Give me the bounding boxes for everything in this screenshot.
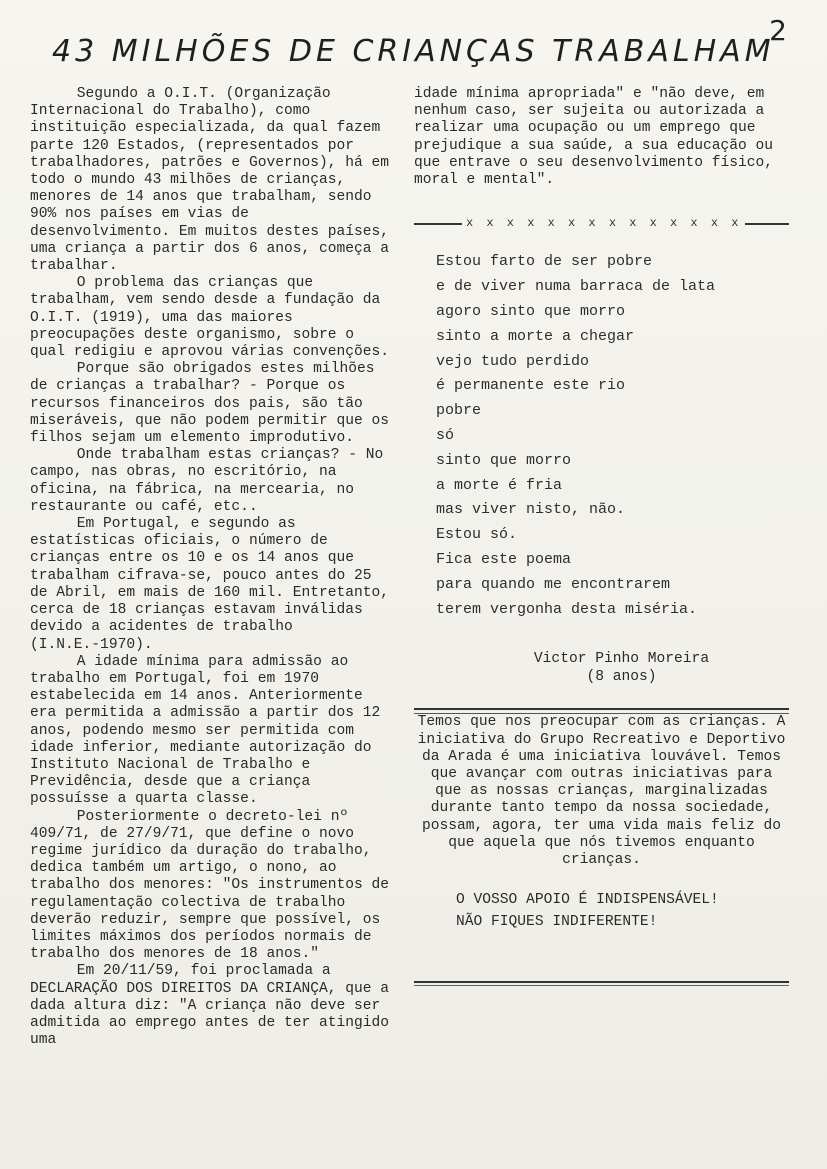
poem-line: é permanente este rio	[436, 377, 626, 395]
appeal	[414, 889, 789, 933]
article-headline: 43 MILHÕES DE CRIANÇAS TRABALHAM	[52, 34, 775, 69]
poem-line: só	[436, 427, 455, 444]
poem-line: Estou farto de ser pobre	[436, 253, 653, 271]
poem-signature	[414, 650, 789, 686]
poem-author-age: (8 anos)	[586, 669, 657, 686]
paragraph: Segundo a O.I.T. (Organização Internacional do Trabalho), como instituição especializada, da qual fazem parte 120 Estados, (representados por trabalhadores, patrões e Governos), há em todo o mundo 43 milhões de crianças, menores de 14 anos que trabalham, sendo 90% nos países em vias de desenvolvimento. Em muitos destes países, uma criança a partir dos 6 anos, começa a trabalhar.	[30, 86, 390, 275]
appeal-line: O VOSSO APOIO É INDISPENSÁVEL!	[456, 892, 719, 909]
closing-paragraph: Temos que nos preocupar com as crianças. A iniciativa do Grupo Recreativo e Deportivo da Arada é uma iniciativa louvável. Temos que avançar com outras iniciativas para que as nossas crianças, marginalizadas durante tanto tempo da nossa sociedade, possam, agora, ter uma vida mais feliz do que aquela que nós tivemos enquanto crianças.	[417, 714, 786, 868]
left-column	[30, 86, 390, 1049]
poem-line: e de viver numa barraca de lata	[436, 278, 716, 296]
paragraph: Em 20/11/59, foi proclamada a DECLARAÇÃO DOS DIREITOS DA CRIANÇA, que a dada altura diz: "A criança não deve ser admitida ao emprego antes de ter atingido uma	[30, 963, 390, 1049]
poem-line: agoro sinto que morro	[436, 303, 626, 321]
poem-line: para quando me encontrarem	[436, 575, 671, 593]
continuation-paragraph: idade mínima apropriada" e "não deve, em nenhum caso, ser sujeita ou autorizada a realizar uma ocupação ou um emprego que prejudique a sua saúde, a sua educação ou que entrave o seu desenvolvimento físico, moral e mental".	[414, 86, 774, 189]
paragraph: Onde trabalham estas crianças? - No campo, nas obras, no escritório, na oficina, na fábrica, na mercearia, no restaurante ou café, etc..	[30, 447, 384, 515]
x-separator	[414, 215, 789, 232]
poem-line: pobre	[436, 402, 482, 420]
separator-marks: x x x x x x x x x x x x x x	[466, 216, 742, 231]
poem-line: a morte é fria	[436, 476, 563, 494]
poem-line: vejo tudo perdido	[436, 352, 590, 370]
separator-line	[414, 223, 462, 225]
paragraph: Porque são obrigados estes milhões de crianças a trabalhar? - Porque os recursos financeiros dos pais, são tão miseráveis, que não podem permitir que os filhos sejam um elemento improdutivo.	[30, 361, 390, 447]
paragraph: Em Portugal, e segundo as estatísticas oficiais, o número de crianças entre os 10 e os 14 anos que trabalham cifrava-se, pouco antes do 25 de Abril, em mais de 160 mil. Entretanto, cerca de 18 crianças estavam inválidas devido a acidentes de trabalho (I.N.E.-1970).	[30, 516, 390, 653]
bottom-divider	[414, 981, 789, 986]
paragraph: Posteriormente o decreto-lei nº 409/71, de 27/9/71, que define o novo regime jurídico da duração do trabalho, dedica também um artigo, o nono, ao trabalho dos menores: "Os instrumentos de regulamentação colectiva de trabalho deverão reduzir, sempre que possível, os limites máximos dos períodos normais de trabalho dos menores de 18 anos."	[30, 808, 390, 963]
poem-line: sinto que morro	[436, 451, 572, 469]
paragraph: A idade mínima para admissão ao trabalho em Portugal, foi em 1970 estabelecida em 14 anos. Anteriormente era permitida a admissão a partir dos 12 anos, podendo mesmo ser permitida com idade inferior, mediante autorização do Instituto Nacional de Trabalho e Previdência, desde que a criança possuísse a quarta classe.	[30, 653, 381, 808]
poem	[414, 250, 789, 622]
poem-line: Fica este poema	[436, 550, 572, 568]
poem-line: Estou só.	[436, 526, 518, 544]
poem-line: mas viver nisto, não.	[436, 501, 626, 519]
right-column	[414, 86, 789, 986]
appeal-line: NÃO FIQUES INDIFERENTE!	[456, 914, 658, 931]
separator-line	[745, 223, 789, 225]
poem-author: Victor Pinho Moreira	[533, 651, 710, 668]
page-number: 2	[769, 14, 787, 47]
poem-line: terem vergonha desta miséria.	[436, 600, 698, 618]
paragraph: O problema das crianças que trabalham, vem sendo desde a fundação da O.I.T. (1919), uma das maiores preocupações deste organismo, sobre o qual redigiu e aprovou várias convenções.	[30, 275, 390, 361]
poem-line: sinto a morte a chegar	[436, 327, 635, 345]
